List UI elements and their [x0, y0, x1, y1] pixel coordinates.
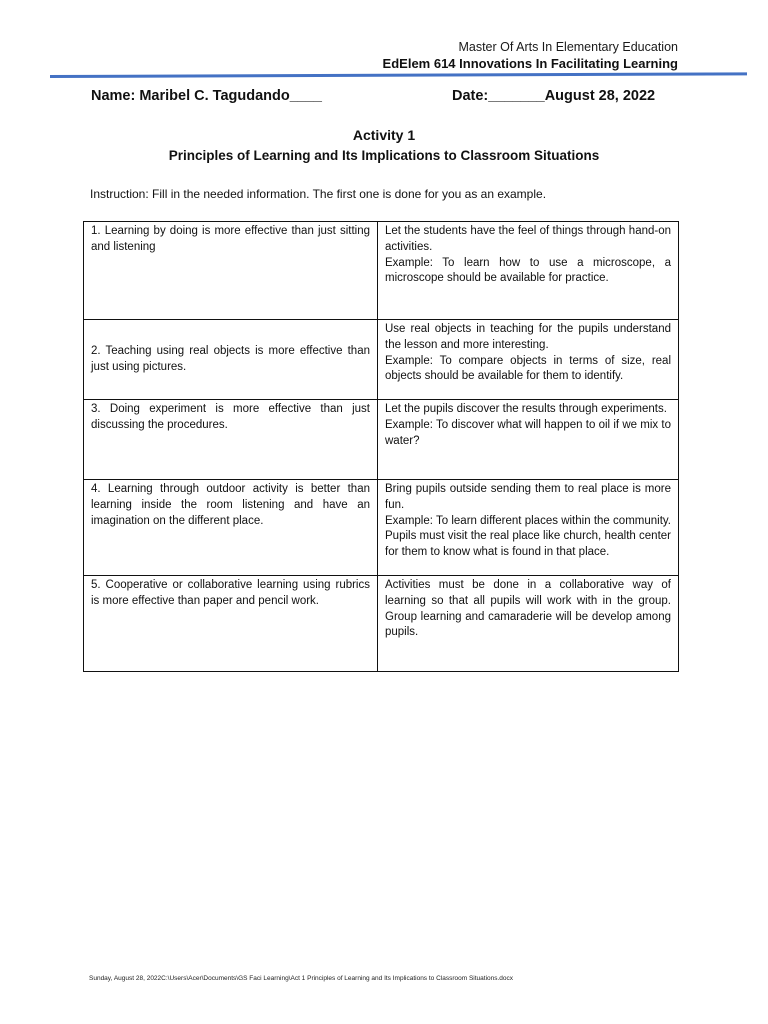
activity-title: Principles of Learning and Its Implications to Classroom Situations: [168, 148, 600, 163]
implication-text: Use real objects in teaching for the pupils understand the lesson and more interesting.: [385, 323, 671, 351]
implication-cell: [378, 320, 679, 400]
table-row: [84, 222, 679, 320]
implication-cell: [378, 480, 679, 576]
implication-cell: [378, 576, 679, 672]
header-rule: [50, 72, 747, 78]
implication-cell: [378, 222, 679, 320]
principle-text: 2. Teaching using real objects is more effective than just using pictures.: [91, 344, 370, 373]
example-text: Example: To learn how to use a microscope, a microscope should be available for practice.: [385, 256, 671, 285]
table-row: [84, 400, 679, 480]
implication-cell: [378, 400, 679, 480]
principle-cell: [84, 400, 378, 480]
principle-text: 3. Doing experiment is more effective than just discussing the procedures.: [91, 403, 370, 431]
implication-text: Activities must be done in a collaborative way of learning so that all pupils will work with in the group. Group learning and camaraderie will be develop among pupils.: [385, 579, 671, 639]
table-row: [84, 576, 679, 672]
example-text: Example: To discover what will happen to oil if we mix to water?: [385, 418, 671, 447]
principle-text: 4. Learning through outdoor activity is better than learning inside the room listening and have an imagination on the different place.: [91, 483, 370, 527]
submission-date: Date:_______August 28, 2022: [452, 88, 656, 104]
principle-cell: [84, 222, 378, 320]
instruction-text: Instruction: Fill in the needed information. The first one is done for you as an example.: [90, 187, 547, 201]
student-name: Name: Maribel C. Tagudando____: [91, 88, 322, 104]
principle-text: 5. Cooperative or collaborative learning using rubrics is more effective than paper and pencil work.: [91, 579, 370, 607]
header-program: Master Of Arts In Elementary Education: [458, 40, 678, 54]
implication-text: Let the students have the feel of things through hand-on activities.: [385, 225, 671, 253]
principle-cell: [84, 576, 378, 672]
activity-number: Activity 1: [352, 127, 416, 143]
table-row: [84, 480, 679, 576]
footer-file-path: Sunday, August 28, 2022C:\Users\Acer\Documents\GS Faci Learning\Act 1 Principles of Learning and Its Implications to Classroom Situations.docx: [89, 975, 514, 982]
example-text: Example: To compare objects in terms of size, real objects should be available for them to identify.: [385, 354, 671, 383]
principles-table: [83, 221, 679, 672]
example-text: Example: To learn different places within the community. Pupils must visit the real place like church, health center for them to know what is found in that place.: [385, 514, 671, 559]
implication-text: Bring pupils outside sending them to real place is more fun.: [385, 483, 671, 511]
header-course: EdElem 614 Innovations In Facilitating Learning: [382, 56, 678, 71]
principle-text: 1. Learning by doing is more effective than just sitting and listening: [91, 225, 370, 253]
implication-text: Let the pupils discover the results through experiments.: [385, 403, 667, 415]
principle-cell: [84, 480, 378, 576]
principle-cell: [84, 320, 378, 400]
table-row: [84, 320, 679, 400]
